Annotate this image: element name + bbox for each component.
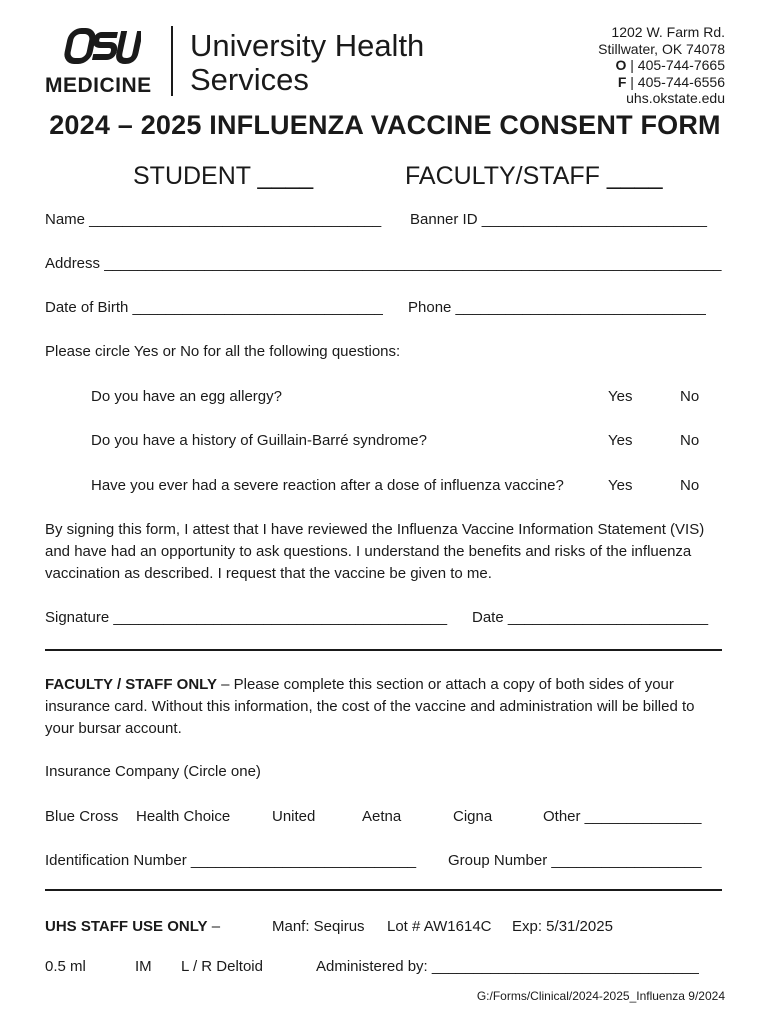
- dose: 0.5 ml: [45, 958, 86, 975]
- address-city: Stillwater, OK 74078: [598, 40, 725, 57]
- dob-field[interactable]: Date of Birth ______________________________: [45, 299, 383, 316]
- injection-site[interactable]: L / R Deltoid: [181, 958, 263, 975]
- name-field[interactable]: Name ___________________________________: [45, 211, 382, 228]
- answer-yes[interactable]: Yes: [608, 432, 633, 449]
- insurance-company-label: Insurance Company (Circle one): [45, 763, 261, 780]
- question-guillain-barre: Do you have a history of Guillain-Barré syndrome?: [91, 432, 427, 449]
- expiration-date: Exp: 5/31/2025: [512, 918, 613, 935]
- insurer-aetna[interactable]: Aetna: [362, 808, 402, 825]
- insurer-other[interactable]: Other ______________: [543, 808, 702, 825]
- insurer-health-choice[interactable]: Health Choice: [136, 808, 231, 825]
- lot-number: Lot # AW1614C: [387, 918, 492, 935]
- form-title: 2024 – 2025 INFLUENZA VACCINE CONSENT FORM: [49, 110, 721, 140]
- student-checkbox-line[interactable]: STUDENT ____: [133, 162, 314, 190]
- footer-file-path: G:/Forms/Clinical/2024-2025_Influenza 9/2024: [476, 989, 725, 1003]
- question-egg-allergy: Do you have an egg allergy?: [91, 388, 282, 405]
- question-severe-reaction: Have you ever had a severe reaction after a dose of influenza vaccine?: [91, 477, 564, 494]
- uhs-name-line2: Services: [190, 62, 309, 97]
- date-field[interactable]: Date ________________________: [472, 609, 709, 626]
- signature-field[interactable]: Signature ________________________________________: [45, 609, 448, 626]
- route: IM: [135, 958, 152, 975]
- office-phone: O | 405-744-7665: [615, 57, 725, 73]
- uhs-staff-heading: UHS STAFF USE ONLY –: [45, 918, 221, 935]
- section-divider: [45, 889, 722, 891]
- fax-phone: F | 405-744-6556: [617, 73, 725, 90]
- answer-yes[interactable]: Yes: [608, 477, 633, 494]
- answer-no[interactable]: No: [680, 477, 700, 494]
- insurer-cigna[interactable]: Cigna: [453, 808, 493, 825]
- answer-yes[interactable]: Yes: [608, 388, 633, 405]
- phone-field[interactable]: Phone ______________________________: [408, 299, 706, 316]
- logo-medicine-text: MEDICINE: [45, 74, 152, 97]
- header-divider: [171, 26, 173, 96]
- osu-medicine-logo: [45, 27, 155, 99]
- questions-intro: Please circle Yes or No for all the following questions:: [45, 343, 401, 360]
- faculty-staff-checkbox-line[interactable]: FACULTY/STAFF ____: [405, 162, 663, 190]
- uhs-name-line1: University Health: [190, 28, 425, 63]
- insurer-blue-cross[interactable]: Blue Cross: [45, 808, 119, 825]
- section-divider: [45, 649, 722, 651]
- faculty-staff-heading: FACULTY / STAFF ONLY: [45, 676, 217, 693]
- answer-no[interactable]: No: [680, 388, 700, 405]
- banner-id-field[interactable]: Banner ID ___________________________: [410, 211, 707, 228]
- insurer-united[interactable]: United: [272, 808, 316, 825]
- osu-logo-icon: [61, 27, 141, 67]
- manufacturer: Manf: Seqirus: [272, 918, 365, 935]
- identification-number-field[interactable]: Identification Number ___________________________: [45, 852, 417, 869]
- administered-by-field[interactable]: Administered by: ________________________________: [316, 958, 699, 975]
- contact-address: [598, 24, 725, 107]
- address-street: 1202 W. Farm Rd.: [611, 24, 725, 40]
- faculty-staff-instructions: FACULTY / STAFF ONLY – Please complete this section or attach a copy of both sides of your insurance card. Without this information, the cost of the vaccine and administration will be billed to your bursar account.: [45, 676, 695, 737]
- address-field[interactable]: Address __________________________________________________________________________: [45, 255, 722, 272]
- attestation-text: By signing this form, I attest that I have reviewed the Influenza Vaccine Information Statement (VIS) and have had an opportunity to ask questions. I understand the benefits and risks of the influenza vaccination as described. I request that the vaccine be given to me.: [45, 521, 705, 582]
- answer-no[interactable]: No: [680, 432, 700, 449]
- website: uhs.okstate.edu: [626, 90, 725, 106]
- group-number-field[interactable]: Group Number __________________: [448, 852, 702, 869]
